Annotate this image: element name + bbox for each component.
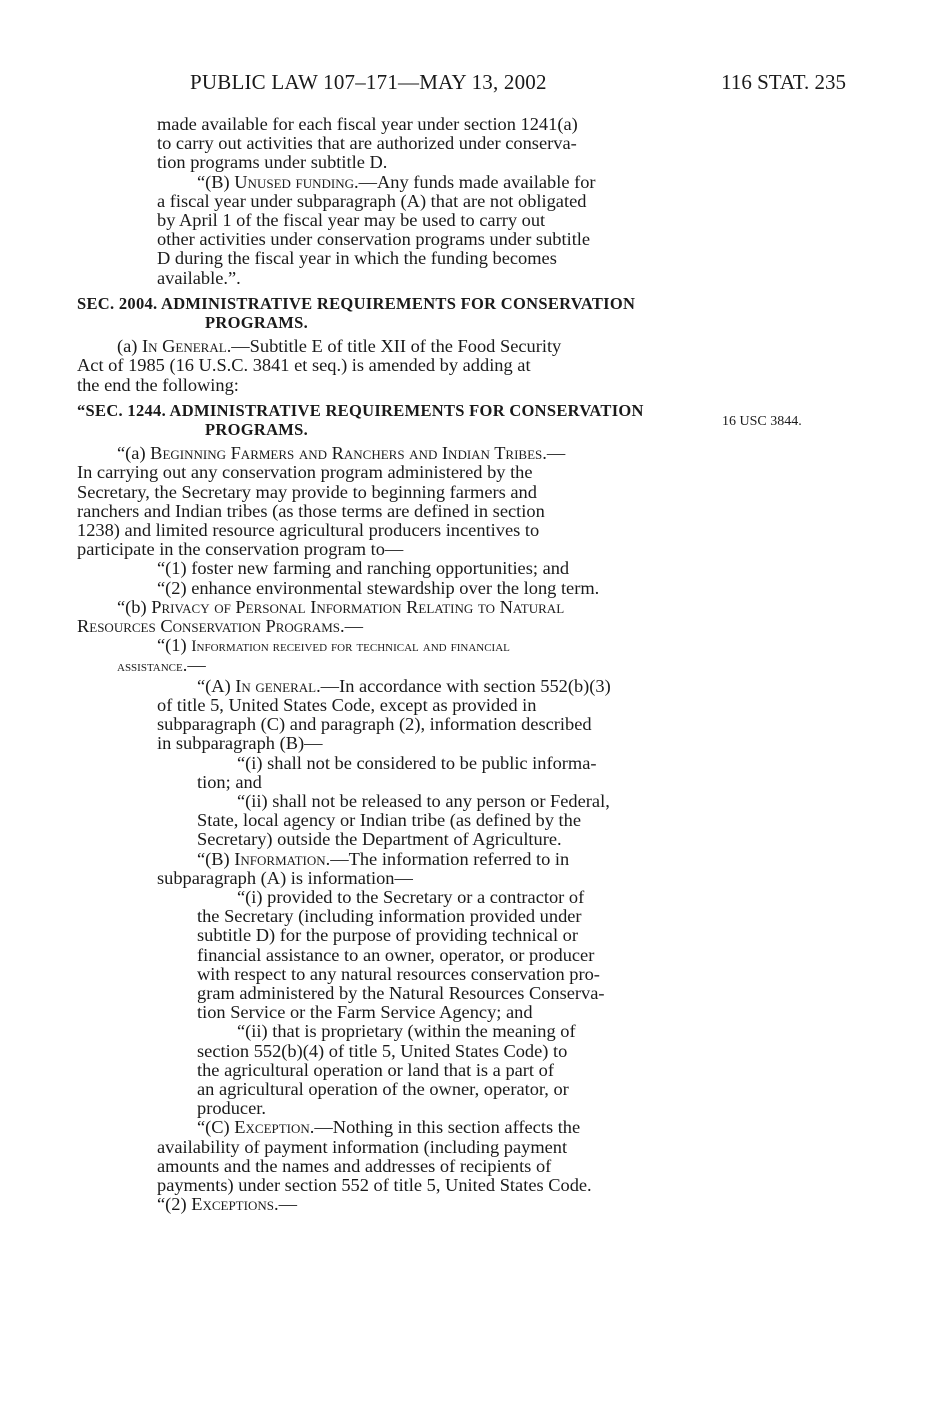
text-line: Secretary, the Secretary may provide to beginning farmers and bbox=[77, 481, 537, 502]
text-line: “(i) shall not be considered to be public informa- bbox=[237, 752, 597, 773]
text-line: the agricultural operation or land that is a part of bbox=[197, 1059, 554, 1080]
text-line: D during the fiscal year in which the funding becomes bbox=[157, 248, 557, 269]
text-line: amounts and the names and addresses of recipients of bbox=[157, 1155, 552, 1176]
text-line: with respect to any natural resources conservation pro- bbox=[197, 963, 600, 984]
text-line: “(2) enhance environmental stewardship over the long term. bbox=[157, 577, 600, 598]
text-line: subparagraph (C) and paragraph (2), information described bbox=[157, 714, 592, 735]
text-line: “(b) Privacy of Personal Information Relating to Natural bbox=[117, 596, 565, 617]
text-line: In carrying out any conservation program administered by the bbox=[77, 462, 533, 483]
text-line: Secretary) outside the Department of Agriculture. bbox=[197, 829, 562, 850]
text-line: “(2) Exceptions.— bbox=[157, 1194, 297, 1215]
text-line: made available for each fiscal year under section 1241(a) bbox=[157, 114, 578, 134]
statute-page-number: 116 STAT. 235 bbox=[721, 70, 846, 94]
text-line: subtitle D) for the purpose of providing technical or bbox=[197, 925, 578, 946]
section-heading: “SEC. 1244. ADMINISTRATIVE REQUIREMENTS FOR CONSERVATION PROGRAMS. bbox=[77, 400, 644, 440]
text-line: “(B) Information.—The information referred to in bbox=[197, 848, 570, 869]
text-line: the Secretary (including information provided under bbox=[197, 906, 582, 927]
text-line: tion Service or the Farm Service Agency; and bbox=[197, 1002, 533, 1023]
text-line: tion programs under subtitle D. bbox=[157, 152, 388, 173]
text-line: of title 5, United States Code, except as provided in bbox=[157, 694, 537, 715]
text-line: payments) under section 552 of title 5, United States Code. bbox=[157, 1174, 592, 1195]
text-line: subparagraph (A) is information— bbox=[157, 867, 413, 888]
text-line: assistance.— bbox=[117, 655, 206, 676]
text-line: gram administered by the Natural Resources Conserva- bbox=[197, 982, 605, 1003]
text-line: other activities under conservation programs under subtitle bbox=[157, 229, 591, 250]
text-line: “(i) provided to the Secretary or a contractor of bbox=[237, 886, 585, 907]
document-body bbox=[77, 115, 704, 1214]
text-line: “(1) Information received for technical and financial bbox=[157, 635, 510, 656]
text-line: by April 1 of the fiscal year may be used to carry out bbox=[157, 210, 546, 231]
text-line: “(C) Exception.—Nothing in this section affects the bbox=[197, 1117, 581, 1138]
text-line: availability of payment information (including payment bbox=[157, 1136, 568, 1157]
text-line: section 552(b)(4) of title 5, United States Code) to bbox=[197, 1040, 568, 1061]
text-line: “(1) foster new farming and ranching opportunities; and bbox=[157, 558, 570, 579]
text-line: Resources Conservation Programs.— bbox=[77, 616, 363, 637]
text-line: “(ii) shall not be released to any person or Federal, bbox=[237, 790, 610, 811]
text-line: ranchers and Indian tribes (as those terms are defined in section bbox=[77, 500, 545, 521]
text-line: “(B) Unused funding.—Any funds made available for bbox=[197, 171, 596, 192]
text-line: “(A) In general.—In accordance with section 552(b)(3) bbox=[197, 675, 611, 696]
text-line: (a) In General.—Subtitle E of title XII of the Food Security bbox=[117, 336, 562, 357]
text-line: “(ii) that is proprietary (within the meaning of bbox=[237, 1021, 576, 1042]
text-line: State, local agency or Indian tribe (as defined by the bbox=[197, 810, 582, 831]
text-line: available.”. bbox=[157, 267, 241, 288]
text-line: “(a) Beginning Farmers and Ranchers and Indian Tribes.— bbox=[117, 443, 566, 464]
text-line: participate in the conservation program to— bbox=[77, 539, 404, 560]
text-line: in subparagraph (B)— bbox=[157, 733, 323, 754]
text-line: financial assistance to an owner, operator, or producer bbox=[197, 944, 595, 965]
text-line: an agricultural operation of the owner, operator, or bbox=[197, 1078, 569, 1099]
text-line: a fiscal year under subparagraph (A) that are not obligated bbox=[157, 190, 587, 211]
text-line: producer. bbox=[197, 1098, 266, 1119]
text-line: the end the following: bbox=[77, 374, 239, 395]
text-line: Act of 1985 (16 U.S.C. 3841 et seq.) is amended by adding at bbox=[77, 355, 531, 376]
section-heading: SEC. 2004. ADMINISTRATIVE REQUIREMENTS FOR CONSERVATION PROGRAMS. bbox=[77, 293, 636, 333]
text-line: to carry out activities that are authorized under conserva- bbox=[157, 133, 577, 154]
text-line: 1238) and limited resource agricultural producers incentives to bbox=[77, 520, 540, 541]
text-line: tion; and bbox=[197, 771, 262, 792]
running-header-title: PUBLIC LAW 107–171—MAY 13, 2002 bbox=[190, 70, 547, 94]
margin-citation: 16 USC 3844. bbox=[722, 414, 802, 429]
